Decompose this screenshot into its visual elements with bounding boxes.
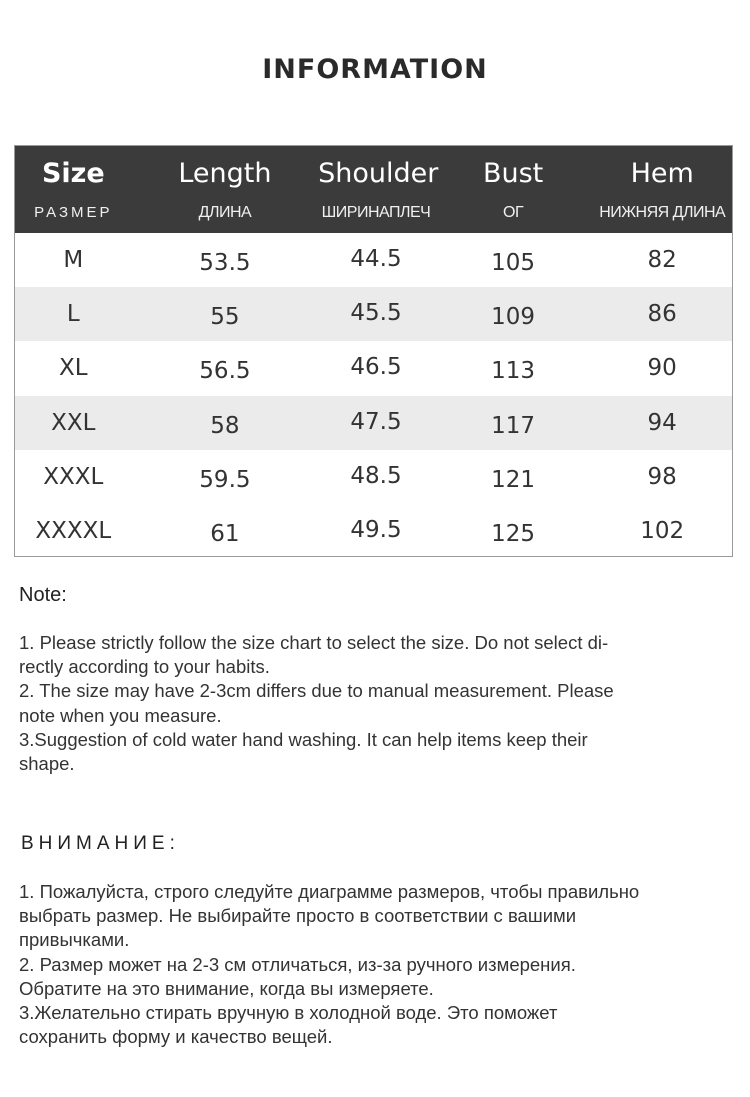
note-heading: Note: (19, 584, 67, 606)
header-bust-en: Bust (482, 158, 544, 189)
cell-size: XXL (51, 409, 96, 436)
header-bust-ru: ОГ (503, 204, 524, 221)
cell-size: XL (59, 355, 88, 382)
cell-hem: 102 (640, 518, 685, 545)
ru-note-line: 2. Размер может на 2-3 см отличаться, из-за ручного измерения. (19, 953, 576, 975)
note-line: 1. Please strictly follow the size chart to select the size. Do not select di- (19, 632, 609, 653)
cell-length: 56.5 (199, 358, 251, 385)
note-line: 3.Suggestion of cold water hand washing. It can help items keep their (19, 728, 588, 750)
header-size-en: Size (41, 158, 105, 189)
header-bust (434, 146, 593, 233)
header-shoulder-ru: ШИРИНАПЛЕЧ (321, 204, 431, 221)
cell-hem: 86 (647, 301, 677, 328)
cell-hem: 90 (647, 355, 677, 382)
ru-note-line: привычками. (19, 929, 130, 951)
cell-hem: 94 (647, 409, 677, 436)
cell-shoulder: 47.5 (350, 408, 402, 435)
ru-note-line: Обратите на это внимание, когда вы измеряете. (19, 977, 434, 999)
table-row (15, 504, 732, 558)
header-length (132, 146, 318, 233)
cell-bust: 121 (491, 466, 536, 493)
cell-length: 59.5 (199, 466, 251, 493)
cell-hem: 82 (647, 247, 677, 274)
note-line: shape. (19, 753, 75, 775)
cell-length: 53.5 (199, 250, 251, 277)
header-size-ru: РАЗМЕР (34, 204, 113, 221)
cell-shoulder: 45.5 (350, 300, 402, 327)
table-row (15, 450, 732, 504)
ru-note-line: сохранить форму и качество вещей. (19, 1026, 333, 1048)
cell-shoulder: 49.5 (350, 517, 402, 544)
ru-note-line: выбрать размер. Не выбирайте просто в соответствии с вашими (19, 905, 577, 927)
cell-shoulder: 46.5 (350, 354, 402, 381)
table-row (15, 341, 732, 395)
cell-length: 61 (210, 521, 240, 548)
cell-hem: 98 (647, 463, 677, 490)
note-line: 2. The size may have 2-3cm differs due to manual measurement. Please (19, 680, 614, 702)
header-length-ru: ДЛИНА (198, 204, 252, 221)
cell-length: 55 (210, 304, 240, 331)
table-header (15, 146, 732, 233)
cell-bust: 125 (491, 521, 536, 548)
page-title: INFORMATION (262, 54, 488, 85)
cell-bust: 113 (491, 358, 536, 385)
ru-note-line: 3.Желательно стирать вручную в холодной воде. Это поможет (19, 1002, 558, 1024)
cell-size: XXXL (43, 463, 104, 490)
note-text (19, 631, 719, 776)
header-hem-ru: НИЖНЯЯ ДЛИНА (599, 204, 726, 221)
header-size (15, 146, 132, 233)
cell-bust: 105 (491, 250, 536, 277)
cell-size: L (66, 301, 80, 328)
header-shoulder-en: Shoulder (318, 158, 439, 189)
table-row (15, 287, 732, 341)
ru-note-line: 1. Пожалуйста, строго следуйте диаграмме размеров, чтобы правильно (19, 881, 640, 902)
ru-note-text (19, 880, 729, 1049)
header-hem-en: Hem (630, 158, 694, 189)
cell-size: M (63, 247, 84, 274)
cell-shoulder: 48.5 (350, 462, 402, 489)
header-shoulder (318, 146, 439, 233)
cell-length: 58 (210, 412, 240, 439)
table-row (15, 396, 732, 450)
table-row (15, 233, 732, 287)
ru-note-heading: ВНИМАНИЕ: (21, 833, 180, 854)
header-hem (592, 146, 732, 233)
cell-size: XXXXL (35, 518, 112, 545)
cell-shoulder: 44.5 (350, 246, 402, 273)
header-length-en: Length (178, 158, 272, 189)
cell-bust: 117 (491, 412, 536, 439)
size-chart-table (14, 145, 733, 557)
cell-bust: 109 (491, 304, 536, 331)
note-line: note when you measure. (19, 704, 222, 726)
note-line: rectly according to your habits. (19, 656, 270, 678)
